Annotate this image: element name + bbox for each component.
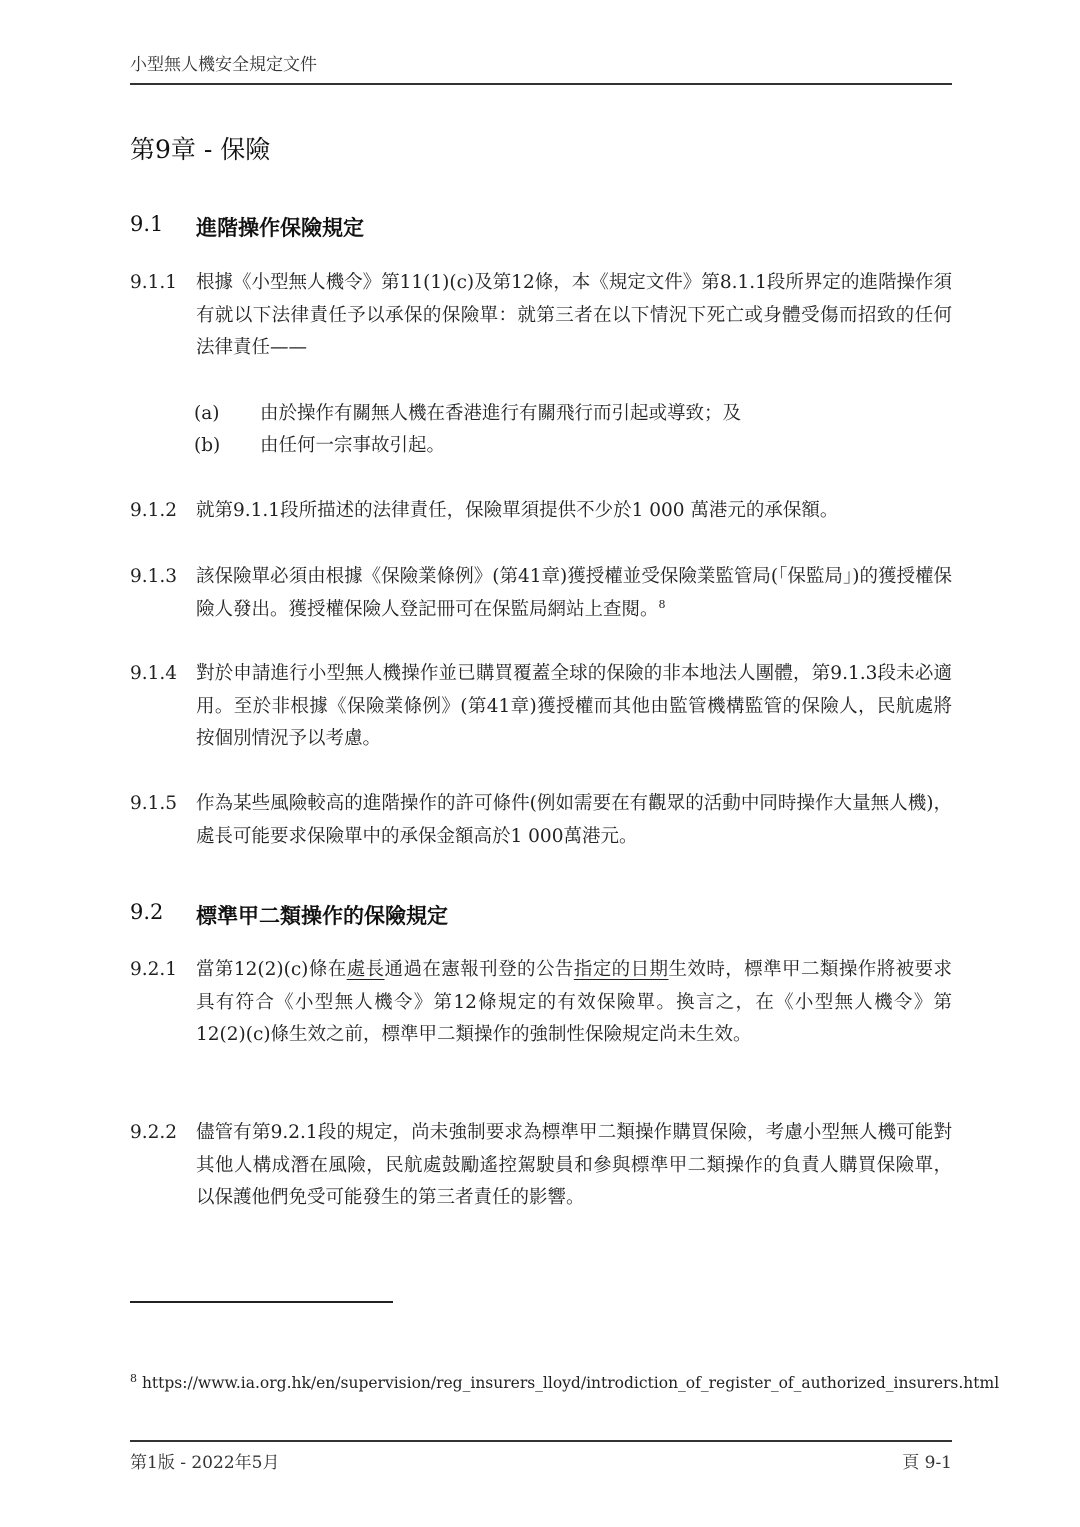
text-run: 生效時，標準甲二類操作將被要求具有符合《小型無人機令》第12條規定的有效保險單。換言之，在《小型無人機令》第12(2)(c)條生效之前，標準甲二類操作的強制性保險規定尚未生效。 xyxy=(196,959,952,1045)
underlined-term-specified-date: 指定的日期 xyxy=(573,959,669,980)
chapter-title: 第9章 - 保險 xyxy=(130,135,271,164)
paragraph-9-1-5 xyxy=(130,788,952,853)
list-item-text: 由任何一宗事故引起。 xyxy=(260,435,446,456)
paragraph-9-2-2 xyxy=(130,1117,952,1215)
footnote-marker: 8 xyxy=(130,1371,137,1385)
paragraph-9-1-1 xyxy=(130,267,952,365)
paragraph-number: 9.1.1 xyxy=(130,272,178,293)
list-item-b xyxy=(194,430,954,462)
section-number: 9.1 xyxy=(130,212,164,236)
footnote-link[interactable]: https://www.ia.org.hk/en/supervision/reg_insurers_lloyd/introdiction_of_register_of_authorized_insurers.html xyxy=(141,1374,1000,1392)
text-run: 通過在憲報刊登的公告 xyxy=(384,959,574,980)
page-number: 頁 9-1 xyxy=(902,1453,952,1473)
paragraph-text xyxy=(196,954,952,1052)
paragraph-9-1-4 xyxy=(130,658,952,756)
list-item-a xyxy=(194,398,954,430)
footnote-divider xyxy=(130,1301,393,1303)
text-run: 當第12(2)(c)條在 xyxy=(196,959,347,980)
paragraph-text: 對於申請進行小型無人機操作並已購買覆蓋全球的保險的非本地法人團體，第9.1.3段未必適用。至於非根據《保險業條例》(第41章)獲授權而其他由監管機構監管的保險人，民航處將按個別情況予以考慮。 xyxy=(196,663,952,749)
section-title: 進階操作保險規定 xyxy=(196,215,364,240)
list-item-text: 由於操作有關無人機在香港進行有關飛行而引起或導致；及 xyxy=(260,403,742,424)
paragraph-text: 儘管有第9.2.1段的規定，尚未強制要求為標準甲二類操作購買保險，考慮小型無人機可能對其他人構成潛在風險，民航處鼓勵遙控駕駛員和參與標準甲二類操作的負責人購買保險單，以保護他們免受可能發生的第三者責任的影響。 xyxy=(196,1122,952,1208)
paragraph-number: 9.2.2 xyxy=(130,1122,178,1143)
paragraph-9-2-1 xyxy=(130,954,952,1052)
paragraph-text: 就第9.1.1段所描述的法律責任，保險單須提供不少於1 000 萬港元的承保額。 xyxy=(196,500,839,521)
paragraph-number: 9.1.3 xyxy=(130,566,178,587)
paragraph-number: 9.1.4 xyxy=(130,663,178,684)
paragraph-text: 根據《小型無人機令》第11(1)(c)及第12條，本《規定文件》第8.1.1段所界定的進階操作須有就以下法律責任予以承保的保險單：就第三者在以下情況下死亡或身體受傷而招致的任何法律責任—— xyxy=(196,272,952,358)
list-item-label: (b) xyxy=(194,435,221,456)
paragraph-number: 9.1.2 xyxy=(130,500,178,521)
paragraph-9-1-2 xyxy=(130,495,952,528)
list-item-label: (a) xyxy=(194,403,220,424)
section-title: 標準甲二類操作的保險規定 xyxy=(196,903,448,928)
paragraph-9-1-3 xyxy=(130,561,952,626)
paragraph-number: 9.2.1 xyxy=(130,959,178,980)
running-footer xyxy=(130,1440,952,1473)
paragraph-text-content: 該保險單必須由根據《保險業條例》(第41章)獲授權並受保險業監管局(「保監局」)的獲授權保險人發出。獲授權保險人登記冊可在保監局網站上查閱。 xyxy=(196,566,952,620)
footnote xyxy=(130,1371,1000,1392)
running-header xyxy=(130,50,952,85)
paragraph-text xyxy=(196,561,952,626)
section-number: 9.2 xyxy=(130,900,164,924)
paragraph-number: 9.1.5 xyxy=(130,793,178,814)
underlined-term-director: 處長 xyxy=(346,959,385,980)
edition-date: 第1版 - 2022年5月 xyxy=(130,1453,280,1473)
paragraph-text: 作為某些風險較高的進階操作的許可條件(例如需要在有觀眾的活動中同時操作大量無人機)，處長可能要求保險單中的承保金額高於1 000萬港元。 xyxy=(196,793,952,847)
footnote-ref: 8 xyxy=(658,597,666,611)
document-title: 小型無人機安全規定文件 xyxy=(130,55,317,75)
